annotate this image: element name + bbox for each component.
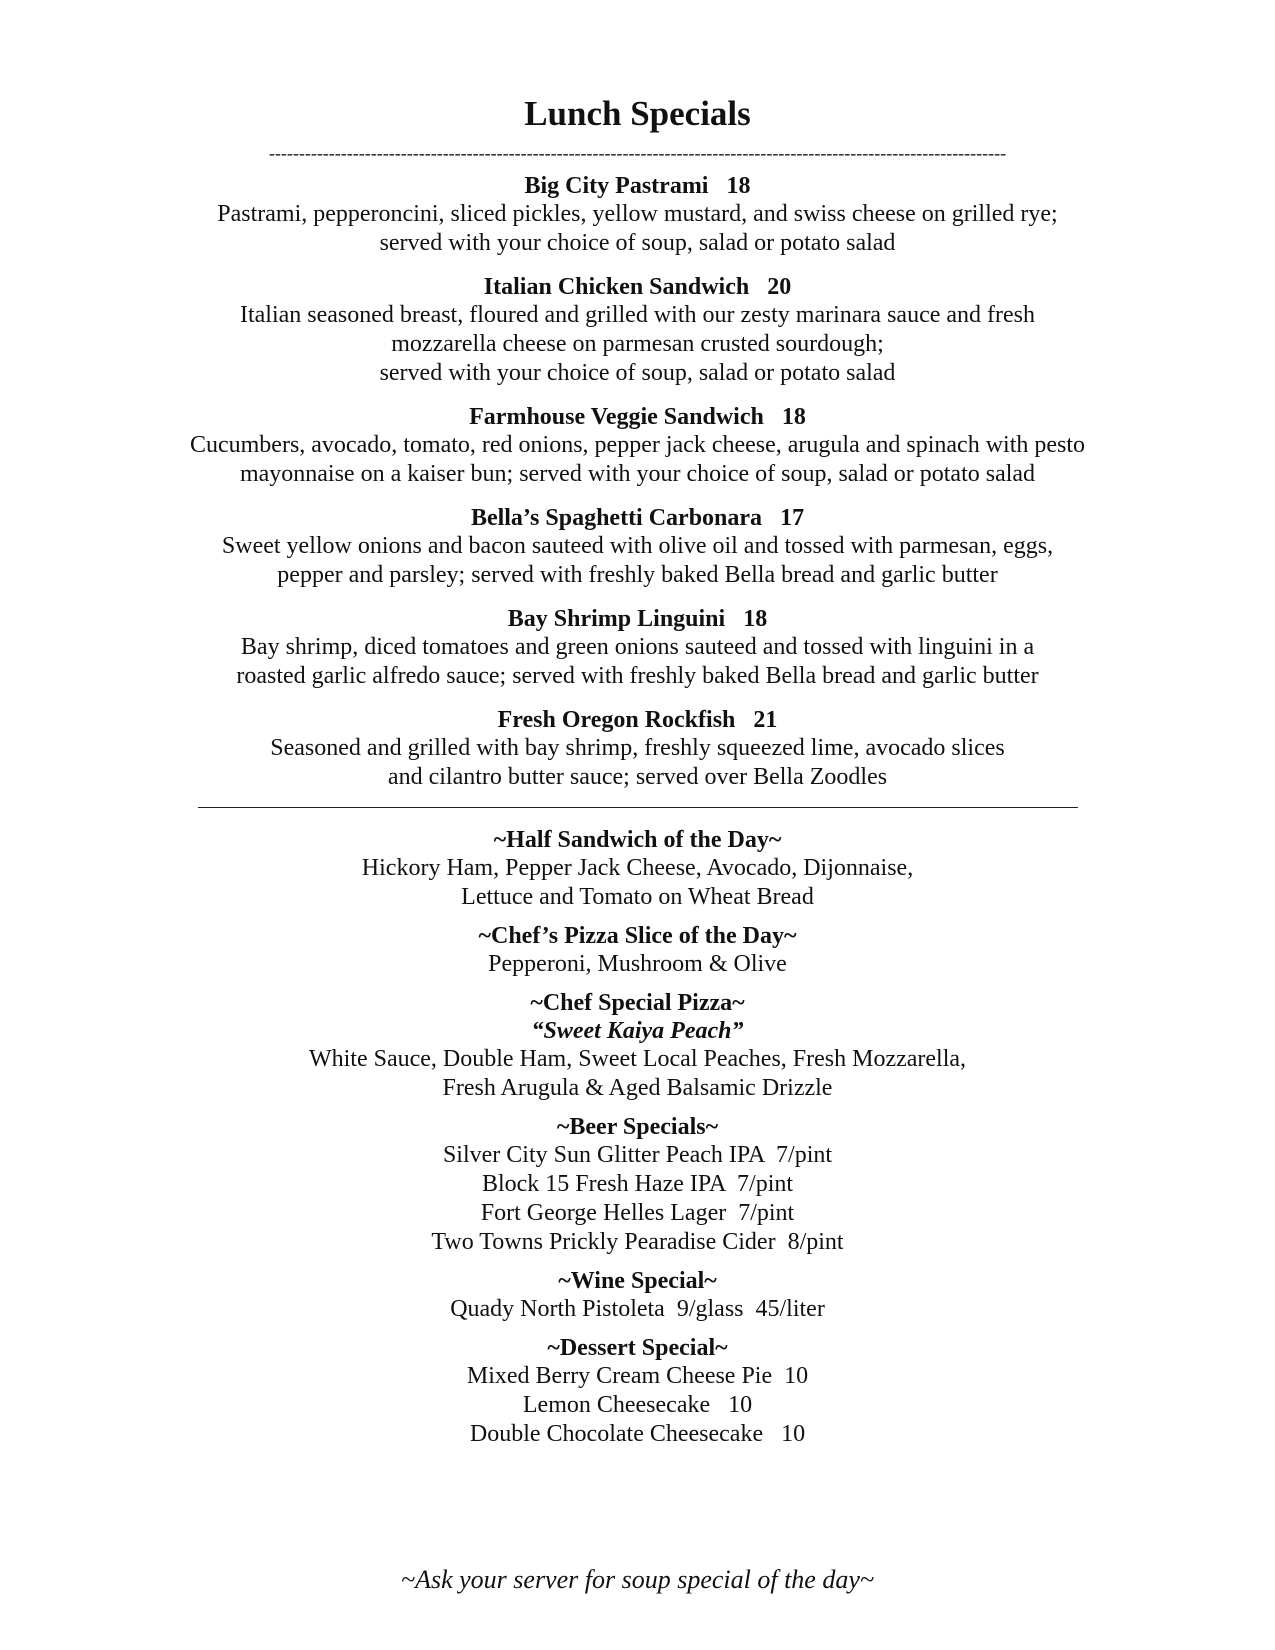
menu-item-heading bbox=[0, 172, 1275, 200]
menu-item-price: 18 bbox=[726, 173, 751, 199]
menu-item-price: 21 bbox=[753, 707, 778, 733]
menu-item bbox=[0, 273, 1275, 388]
special-heading: ~Half Sandwich of the Day~ bbox=[493, 827, 782, 853]
special-heading: ~Beer Specials~ bbox=[556, 1114, 719, 1140]
section-divider bbox=[198, 807, 1078, 808]
menu-item-price: 18 bbox=[781, 404, 806, 430]
menu-item-name: Fresh Oregon Rockfish bbox=[497, 707, 736, 733]
special-line: Silver City Sun Glitter Peach IPA 7/pint bbox=[442, 1142, 833, 1168]
menu-item-description: Bay shrimp, diced tomatoes and green onions sauteed and tossed with linguini in a bbox=[240, 634, 1035, 660]
special-heading: ~Dessert Special~ bbox=[547, 1335, 728, 1361]
special-heading: ~Chef’s Pizza Slice of the Day~ bbox=[478, 923, 797, 949]
special-line: Fort George Helles Lager 7/pint bbox=[480, 1200, 795, 1226]
menu-item-description: Cucumbers, avocado, tomato, red onions, pepper jack cheese, arugula and spinach with pesto bbox=[189, 432, 1086, 458]
lunch-items-list bbox=[0, 172, 1275, 792]
menu-item-description: Sweet yellow onions and bacon sauteed with olive oil and tossed with parmesan, eggs, bbox=[221, 533, 1054, 559]
special-line: Lemon Cheesecake 10 bbox=[522, 1392, 753, 1418]
special-heading: ~Wine Special~ bbox=[558, 1268, 717, 1294]
menu-item-price: 18 bbox=[743, 606, 768, 632]
menu-item-heading bbox=[0, 273, 1275, 301]
menu-item-name: Bay Shrimp Linguini bbox=[507, 606, 726, 632]
menu-item bbox=[0, 403, 1275, 489]
menu-item-heading bbox=[0, 403, 1275, 431]
special-line: Quady North Pistoleta 9/glass 45/liter bbox=[450, 1296, 825, 1322]
special-line: Fresh Arugula & Aged Balsamic Drizzle bbox=[442, 1075, 833, 1101]
menu-item-name: Farmhouse Veggie Sandwich bbox=[469, 404, 764, 430]
menu-item-price: 17 bbox=[780, 505, 805, 531]
menu-item bbox=[0, 605, 1275, 691]
menu-item-heading bbox=[0, 504, 1275, 532]
menu-item bbox=[0, 172, 1275, 258]
special-line: Mixed Berry Cream Cheese Pie 10 bbox=[466, 1363, 809, 1389]
footer-note: ~Ask your server for soup special of the day~ bbox=[401, 1565, 874, 1594]
special-line: Pepperoni, Mushroom & Olive bbox=[488, 951, 787, 977]
special-line: Block 15 Fresh Haze IPA 7/pint bbox=[481, 1171, 794, 1197]
menu-item-description: mozzarella cheese on parmesan crusted sourdough; bbox=[391, 331, 884, 357]
page-title: Lunch Specials bbox=[524, 94, 751, 133]
special-section bbox=[0, 1267, 1275, 1324]
menu-item-description: served with your choice of soup, salad or potato salad bbox=[379, 360, 896, 386]
special-section bbox=[0, 989, 1275, 1103]
menu-item-description: roasted garlic alfredo sauce; served with freshly baked Bella bread and garlic butter bbox=[236, 663, 1039, 689]
dashed-separator: --------------------------------------------------------------------------------------------------------------------------- bbox=[268, 143, 1007, 163]
special-section bbox=[0, 922, 1275, 979]
special-line: Lettuce and Tomato on Wheat Bread bbox=[461, 884, 814, 910]
special-line: White Sauce, Double Ham, Sweet Local Peaches, Fresh Mozzarella, bbox=[308, 1046, 967, 1072]
menu-item-description: mayonnaise on a kaiser bun; served with your choice of soup, salad or potato salad bbox=[239, 461, 1036, 487]
special-line: Double Chocolate Cheesecake 10 bbox=[469, 1421, 806, 1447]
special-line: Hickory Ham, Pepper Jack Cheese, Avocado, Dijonnaise, bbox=[361, 855, 914, 881]
menu-item-heading bbox=[0, 605, 1275, 633]
menu-item-name: Bella’s Spaghetti Carbonara bbox=[470, 505, 763, 531]
special-section bbox=[0, 1334, 1275, 1449]
menu-item-description: Seasoned and grilled with bay shrimp, freshly squeezed lime, avocado slices bbox=[270, 735, 1005, 761]
menu-item-name: Big City Pastrami bbox=[524, 173, 709, 199]
daily-specials-list bbox=[0, 826, 1275, 1449]
menu-item bbox=[0, 504, 1275, 590]
menu-item-description: served with your choice of soup, salad or potato salad bbox=[379, 230, 896, 256]
special-section bbox=[0, 826, 1275, 912]
menu-item-heading bbox=[0, 706, 1275, 734]
menu-item-description: Pastrami, pepperoncini, sliced pickles, yellow mustard, and swiss cheese on grilled rye; bbox=[217, 201, 1058, 227]
menu-item-name: Italian Chicken Sandwich bbox=[483, 274, 750, 300]
special-heading: ~Chef Special Pizza~ bbox=[530, 990, 745, 1016]
special-section bbox=[0, 1113, 1275, 1257]
special-subheading: “Sweet Kaiya Peach” bbox=[531, 1018, 744, 1044]
menu-item-description: and cilantro butter sauce; served over Bella Zoodles bbox=[387, 764, 888, 790]
menu-item-description: pepper and parsley; served with freshly baked Bella bread and garlic butter bbox=[277, 562, 998, 588]
menu-item-description: Italian seasoned breast, floured and grilled with our zesty marinara sauce and fresh bbox=[239, 302, 1036, 328]
menu-item bbox=[0, 706, 1275, 792]
special-line: Two Towns Prickly Pearadise Cider 8/pint bbox=[431, 1229, 844, 1255]
menu-item-price: 20 bbox=[767, 274, 792, 300]
